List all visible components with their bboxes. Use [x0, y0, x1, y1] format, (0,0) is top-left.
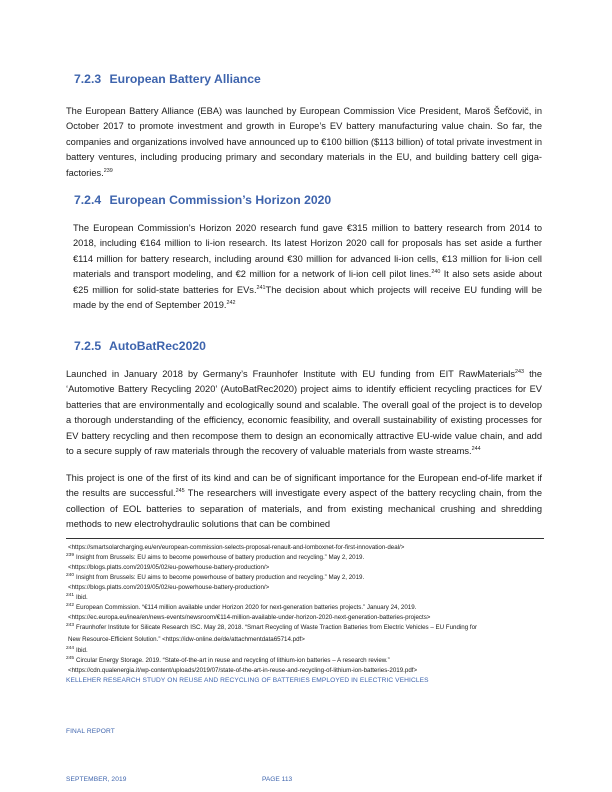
footnote-ref: 240 [431, 269, 441, 276]
footnote-ref: 245 [175, 488, 185, 495]
footnote-line: $^{245}$ Circular Energy Storage. 2019. “State-of-the-art in reuse and recycling of lithium-ion batteries – A research review.” [66, 655, 390, 664]
footnote-ref: 241 [256, 284, 266, 291]
footnote-line: <https://smartsolarcharging.eu/en/european-commission-selects-proposal-renault-and-lomboxnet-for-first-innovation-deal/> [68, 544, 405, 551]
footnote-line: $^{239}$ Insight from Brussels: EU aims to become powerhouse of battery production and recycling.” May 2, 2019. [66, 552, 365, 561]
section-title: European Battery Alliance [109, 72, 261, 86]
paragraph-autobatrec-significance [66, 471, 542, 533]
section-heading-7-2-4 [74, 193, 331, 207]
paragraph-text: The European Commission’s Horizon 2020 research fund gave €315 million to battery research from 2014 to 2018, including €164 million to li-ion research. Its latest Horizon 2020 call for proposals has set aside a further €114 million for battery research, including around €30 million for advanced li-ion cells, €13 million for li-ion cell materials and transport modeling, and €2 million for a network of li-ion cell pilot lines. [73, 223, 542, 280]
paragraph-text: The European Battery Alliance (EBA) was launched by European Commission Vice President, Maroš Šefčovič, in October 2017 to promote investment and growth in Europe’s EV battery manufacturing value chain. So far, the companies and organizations involved have announced up to €100 billion ($113 billion) of total private investment in battery ventures, including producing primary and secondary materials in the EU, and building battery cell giga-factories. [66, 106, 542, 178]
footnote-divider [66, 538, 544, 539]
paragraph-text: This project is one of the first of its kind and can be of significant importance for the European end-of-life market if the results are successful. [66, 473, 542, 499]
footnote-line: $^{240}$ Insight from Brussels: EU aims to become powerhouse of battery production and recycling.” May 2, 2019. [66, 572, 365, 581]
footnote-line: $^{242}$ European Commission. “€114 million available under Horizon 2020 for next-generation batteries projects.” January 24, 2019. [66, 602, 417, 611]
footnote-ref: 244 [471, 445, 481, 452]
footnote-line: $^{243}$ Fraunhofer Institute for Silicate Research ISC. May 28, 2018. “Smart Recycling of Waste Traction Batteries from Electric Vehicles – EU Funding for [66, 622, 478, 631]
section-heading-7-2-3 [74, 72, 261, 86]
footnote-line: New Resource-Efficient Solution.” <https://idw-online.de/de/attachmentdata65714.pdf> [68, 636, 305, 643]
section-number: 7.2.3 [74, 72, 102, 86]
section-title: AutoBatRec2020 [109, 339, 206, 353]
footer-study-title: KELLEHER RESEARCH STUDY ON REUSE AND RECYCLING OF BATTERIES EMPLOYED IN ELECTRIC VEHICLES [66, 677, 429, 684]
page-number: PAGE 113 [262, 776, 293, 783]
footnote-ref: 242 [226, 299, 236, 306]
paragraph-text: the ‘Automotive Battery Recycling 2020’ (AutoBatRec2020) project aims to identify efficient recycling practices for EV batteries that are environmentally and ecologically sound and scalable. The overall goal of the project is to develop a thorough understanding of the efficiency, economic feasibility, and overall sustainability of existing processes for EV battery recycling and then recompose them to design an economically attractive EU-wide value chain, and add to a secure supply of raw materials through the recovery of valuable materials from waste streams. [66, 369, 542, 457]
paragraph-autobatrec-intro [66, 367, 542, 459]
footnote-line: <https://cdn.qualenergia.it/wp-content/uploads/2019/07/state-of-the-art-in-reuse-and-recycling-of-lithium-ion-batteries-2019.pdf> [68, 667, 418, 674]
footnote-line: <https://blogs.platts.com/2019/05/02/eu-powerhouse-battery-production/> [68, 584, 270, 591]
paragraph-horizon-2020 [73, 221, 542, 313]
paragraph-eba [66, 104, 542, 181]
footnote-line: <https://ec.europa.eu/inea/en/news-events/newsroom/€114-million-available-under-horizon-2020-next-generation-batteries-projects> [68, 614, 431, 621]
paragraph-text: The researchers will investigate every aspect of the battery recycling chain, from the collection of EOL batteries to separation of materials, and from existing mechanical crushing and shredding methods to new electrohydraulic solutions that can be combined [66, 488, 542, 530]
footnote-ref: 243 [515, 368, 525, 375]
section-number: 7.2.5 [74, 339, 102, 353]
footnote-line: $^{241}$ Ibid. [66, 592, 88, 601]
footer-date: SEPTEMBER, 2019 [66, 776, 127, 783]
footnote-ref: 239 [103, 167, 113, 174]
section-heading-7-2-5 [74, 339, 206, 353]
footnote-line: $^{244}$ Ibid. [66, 645, 88, 654]
section-number: 7.2.4 [74, 193, 102, 207]
paragraph-text: The decision about which projects will receive EU funding will be made by the end of September 2019. [73, 284, 543, 311]
paragraph-text: It also sets aside about €25 million for solid-state batteries for EVs. [73, 269, 542, 295]
footnote-line: <https://blogs.platts.com/2019/05/02/eu-powerhouse-battery-production/> [68, 564, 270, 571]
section-title: European Commission’s Horizon 2020 [109, 193, 332, 207]
paragraph-text: Launched in January 2018 by Germany’s Fraunhofer Institute with EU funding from EIT RawMaterials [66, 369, 516, 379]
footer-report-label: FINAL REPORT [66, 728, 115, 735]
